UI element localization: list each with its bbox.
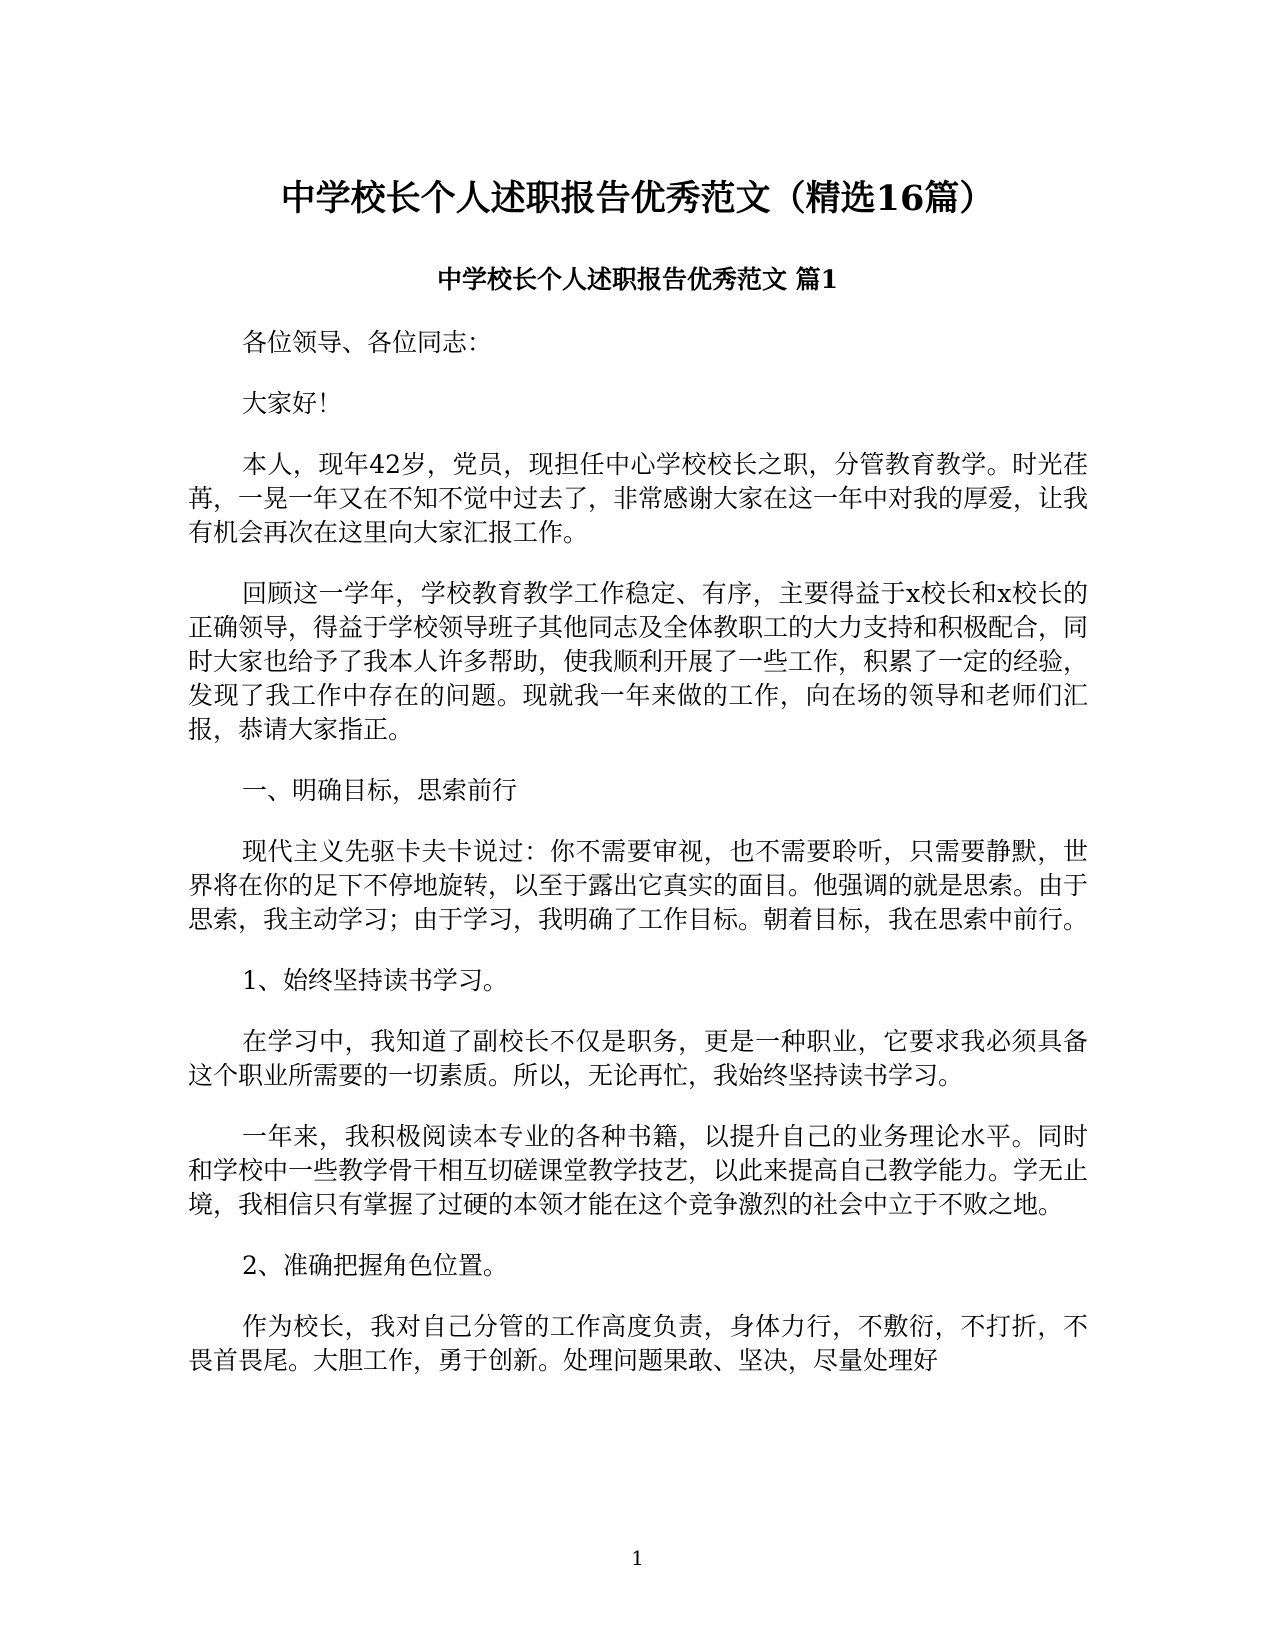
body-paragraph: 现代主义先驱卡夫卡说过：你不需要审视，也不需要聆听，只需要静默，世界将在你的足下不停地旋转，以至于露出它真实的面目。他强调的就是思索。由于思索，我主动学习；由于学习，我明确了工作目标。朝着目标，我在思索中前行。 bbox=[188, 837, 1089, 934]
subsection-heading: 2、准确把握角色位置。 bbox=[242, 1251, 508, 1280]
subsection-heading: 1、始终坚持读书学习。 bbox=[242, 966, 508, 995]
section-title: 中学校长个人述职报告优秀范文 篇1 bbox=[436, 265, 839, 294]
document-body bbox=[188, 326, 1088, 1378]
page-number: 1 bbox=[631, 1546, 644, 1570]
body-paragraph: 回顾这一学年，学校教育教学工作稳定、有序，主要得益于x校长和x校长的正确领导，得益于学校领导班子其他同志及全体教职工的大力支持和积极配合，同时大家也给予了我本人许多帮助，使我顺利开展了一些工作，积累了一定的经验，发现了我工作中存在的问题。现就我一年来做的工作，向在场的领导和老师们汇报，恭请大家指正。 bbox=[188, 579, 1089, 744]
greeting-paragraph: 大家好！ bbox=[242, 389, 343, 418]
document-title: 中学校长个人述职报告优秀范文（精选16篇） bbox=[280, 178, 995, 219]
body-paragraph: 作为校长，我对自己分管的工作高度负责，身体力行，不敷衍，不打折，不畏首畏尾。大胆工作，勇于创新。处理问题果敢、坚决，尽量处理好 bbox=[188, 1312, 1088, 1375]
salutation-paragraph: 各位领导、各位同志： bbox=[242, 328, 493, 357]
body-paragraph: 一年来，我积极阅读本专业的各种书籍，以提升自己的业务理论水平。同时和学校中一些教学骨干相互切磋课堂教学技艺，以此来提高自己教学能力。学无止境，我相信只有掌握了过硬的本领才能在这个竞争激烈的社会中立于不败之地。 bbox=[188, 1122, 1089, 1219]
body-paragraph: 本人，现年42岁，党员，现担任中心学校校长之职，分管教育教学。时光荏苒，一晃一年又在不知不觉中过去了，非常感谢大家在这一年中对我的厚爱，让我有机会再次在这里向大家汇报工作。 bbox=[188, 450, 1089, 547]
body-paragraph: 在学习中，我知道了副校长不仅是职务，更是一种职业，它要求我必须具备这个职业所需要的一切素质。所以，无论再忙，我始终坚持读书学习。 bbox=[188, 1027, 1088, 1090]
section-heading: 一、明确目标，思索前行 bbox=[242, 776, 518, 805]
